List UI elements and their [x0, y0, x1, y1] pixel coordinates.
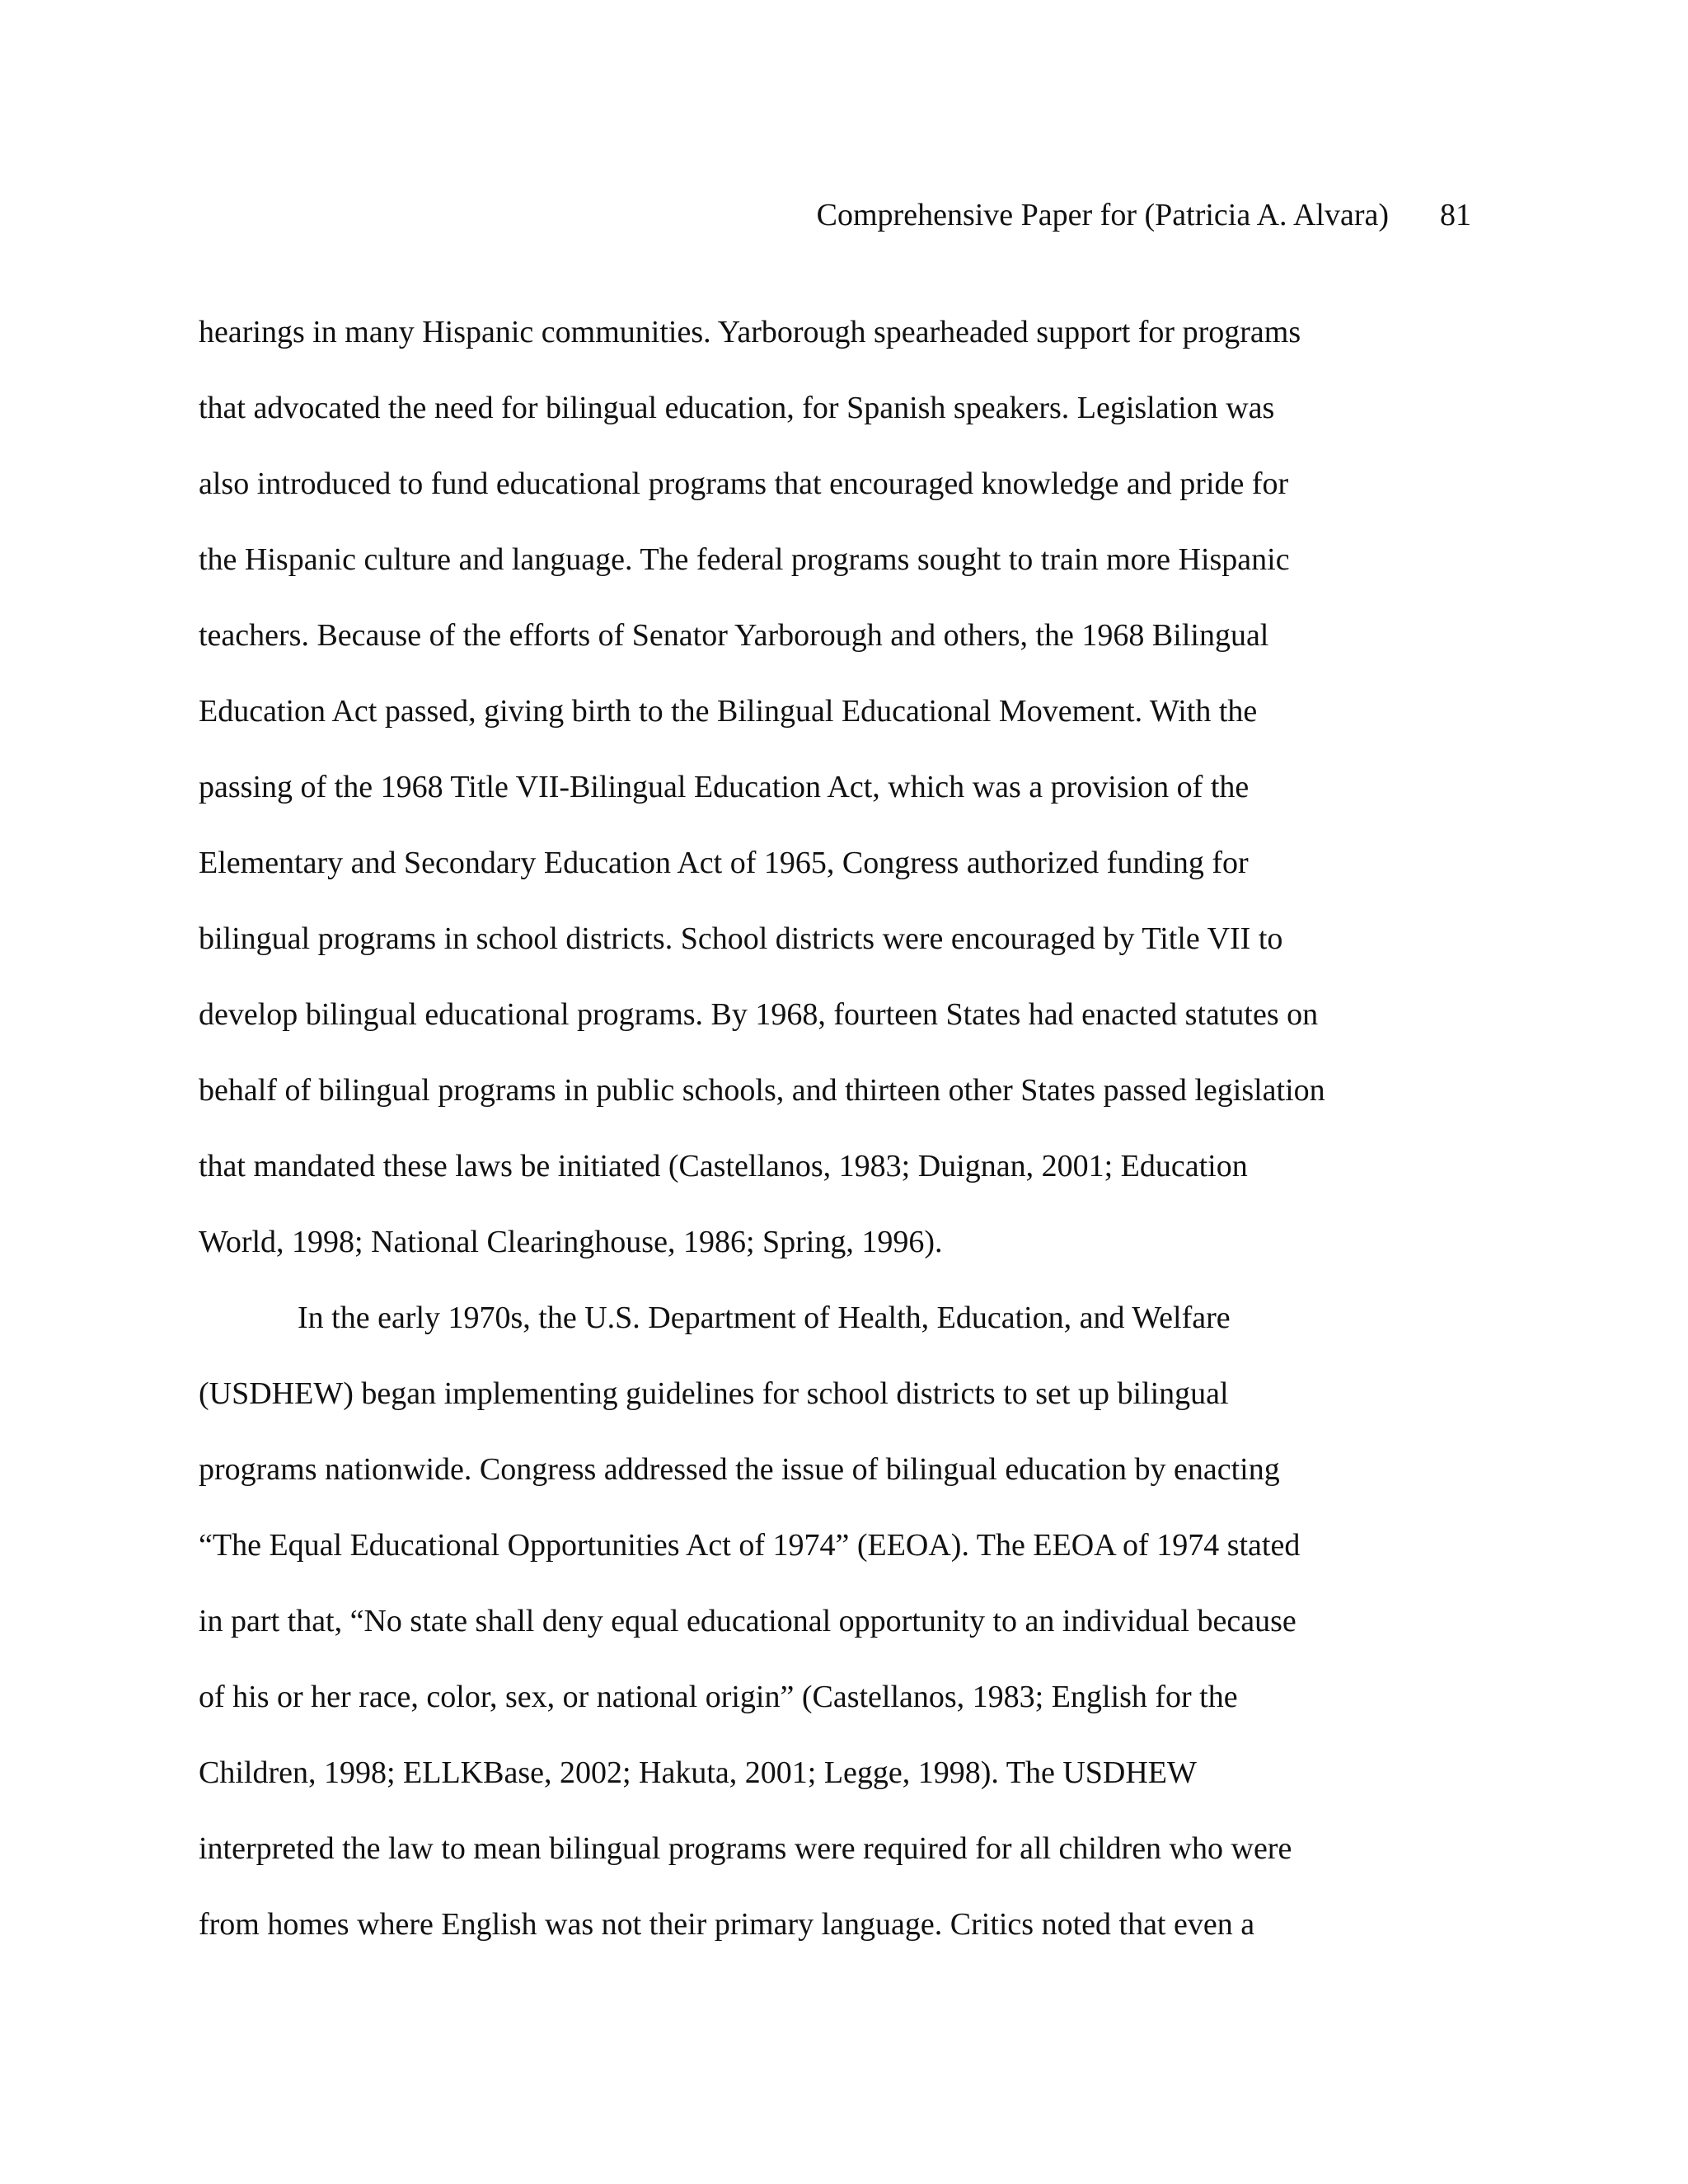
paragraph-first-line: In the early 1970s, the U.S. Department of Health, Education, and Welfare	[298, 1301, 1231, 1335]
text-line: Children, 1998; ELLKBase, 2002; Hakuta, 2001; Legge, 1998). The USDHEW	[199, 1755, 1197, 1790]
text-line: the Hispanic culture and language. The federal programs sought to train more Hispanic	[199, 542, 1290, 577]
text-line: “The Equal Educational Opportunities Act of 1974” (EEOA). The EEOA of 1974 stated	[199, 1528, 1301, 1563]
text-line: from homes where English was not their primary language. Critics noted that even a	[199, 1907, 1255, 1942]
text-line: in part that, “No state shall deny equal educational opportunity to an individual because	[199, 1604, 1296, 1638]
text-line: behalf of bilingual programs in public schools, and thirteen other States passed legislation	[199, 1073, 1325, 1108]
text-line: interpreted the law to mean bilingual programs were required for all children who were	[199, 1831, 1292, 1866]
text-line: (USDHEW) began implementing guidelines for school districts to set up bilingual	[199, 1376, 1229, 1411]
text-line: of his or her race, color, sex, or national origin” (Castellanos, 1983; English for the	[199, 1680, 1238, 1714]
page-number: 81	[1440, 198, 1471, 232]
body-text	[199, 294, 1484, 1962]
text-line: Education Act passed, giving birth to the Bilingual Educational Movement. With the	[199, 694, 1258, 729]
text-line: hearings in many Hispanic communities. Yarborough spearheaded support for programs	[199, 315, 1301, 349]
text-line: passing of the 1968 Title VII-Bilingual Education Act, which was a provision of the	[199, 770, 1250, 804]
text-line: bilingual programs in school districts. School districts were encouraged by Title VII to	[199, 921, 1283, 956]
text-line: also introduced to fund educational programs that encouraged knowledge and pride for	[199, 466, 1289, 501]
text-line: programs nationwide. Congress addressed the issue of bilingual education by enacting	[199, 1452, 1280, 1487]
text-line: that mandated these laws be initiated (Castellanos, 1983; Duignan, 2001; Education	[199, 1149, 1248, 1183]
text-line: teachers. Because of the efforts of Senator Yarborough and others, the 1968 Bilingual	[199, 618, 1269, 653]
text-line: develop bilingual educational programs. By 1968, fourteen States had enacted statutes on	[199, 997, 1319, 1032]
text-line: Elementary and Secondary Education Act of 1965, Congress authorized funding for	[199, 846, 1249, 880]
running-header: Comprehensive Paper for (Patricia A. Alvara)	[816, 198, 1389, 232]
text-line: World, 1998; National Clearinghouse, 1986; Spring, 1996).	[199, 1225, 943, 1259]
text-line: that advocated the need for bilingual education, for Spanish speakers. Legislation was	[199, 391, 1275, 425]
